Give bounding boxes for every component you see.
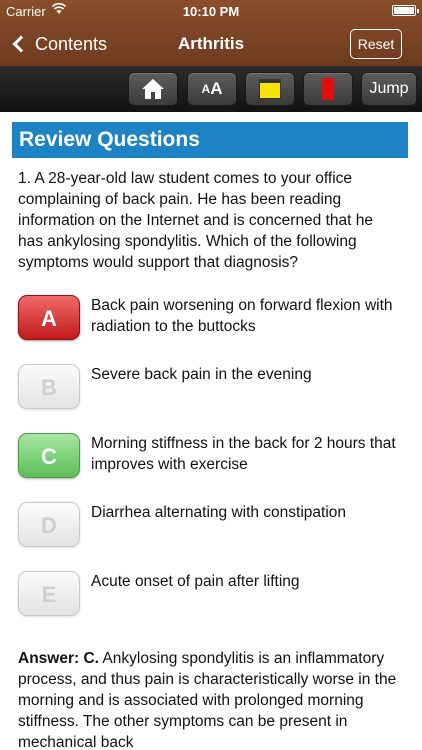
chevron-left-icon [13, 36, 30, 53]
option-e [18, 571, 408, 617]
font-size-button[interactable] [187, 72, 237, 106]
option-b [18, 364, 408, 410]
bookmark-icon [322, 78, 334, 100]
section-heading: Review Questions [12, 122, 408, 158]
page-title: Arthritis [177, 34, 245, 53]
answer-text: Ankylosing spondylitis is an inflammatory process, and thus pain is characteristically worse in the morning and is associated with prolonged morning stiffness. The other symptoms can be present in mechanical back [18, 650, 397, 750]
font-big-glyph: A [210, 79, 223, 98]
option-b-button[interactable]: B [18, 364, 80, 409]
answer-explanation [18, 648, 406, 750]
option-d-button[interactable]: D [18, 502, 80, 547]
toolbar [0, 66, 422, 112]
status-bar [0, 0, 422, 22]
option-e-button[interactable]: E [18, 571, 80, 616]
font-small-glyph: A [201, 82, 211, 96]
option-c-button[interactable]: C [18, 433, 80, 478]
option-d [18, 502, 408, 548]
back-button-label: Contents [35, 33, 108, 54]
option-a [18, 295, 408, 341]
option-a-text: Back pain worsening on forward flexion with radiation to the buttocks [91, 297, 393, 335]
notes-button[interactable] [245, 72, 295, 106]
notepad-icon [260, 80, 280, 98]
answer-label: Answer: C. [18, 650, 99, 667]
jump-button[interactable]: Jump [361, 72, 417, 106]
option-b-text: Severe back pain in the evening [91, 366, 312, 383]
option-e-text: Acute onset of pain after lifting [91, 573, 300, 590]
reset-button[interactable]: Reset [350, 29, 402, 59]
option-a-button[interactable]: A [18, 295, 80, 340]
option-c-text: Morning stiffness in the back for 2 hours that improves with exercise [91, 435, 396, 473]
option-d-text: Diarrhea alternating with constipation [91, 504, 347, 521]
navigation-bar [0, 22, 422, 66]
home-button[interactable] [128, 72, 178, 106]
home-icon [141, 78, 165, 100]
bookmark-button[interactable] [303, 72, 353, 106]
carrier-label: Carrier [6, 4, 46, 19]
back-button[interactable] [10, 30, 107, 58]
top-bar [0, 0, 422, 66]
option-c [18, 433, 408, 479]
battery-icon [392, 5, 416, 16]
status-time: 10:10 PM [182, 4, 240, 19]
question-text: 1. A 28-year-old law student comes to your office complaining of back pain. He has been reading information on the Internet and is concerned that he has ankylosing spondylitis. Which of the following symptoms would support that diagnosis? [18, 170, 374, 271]
